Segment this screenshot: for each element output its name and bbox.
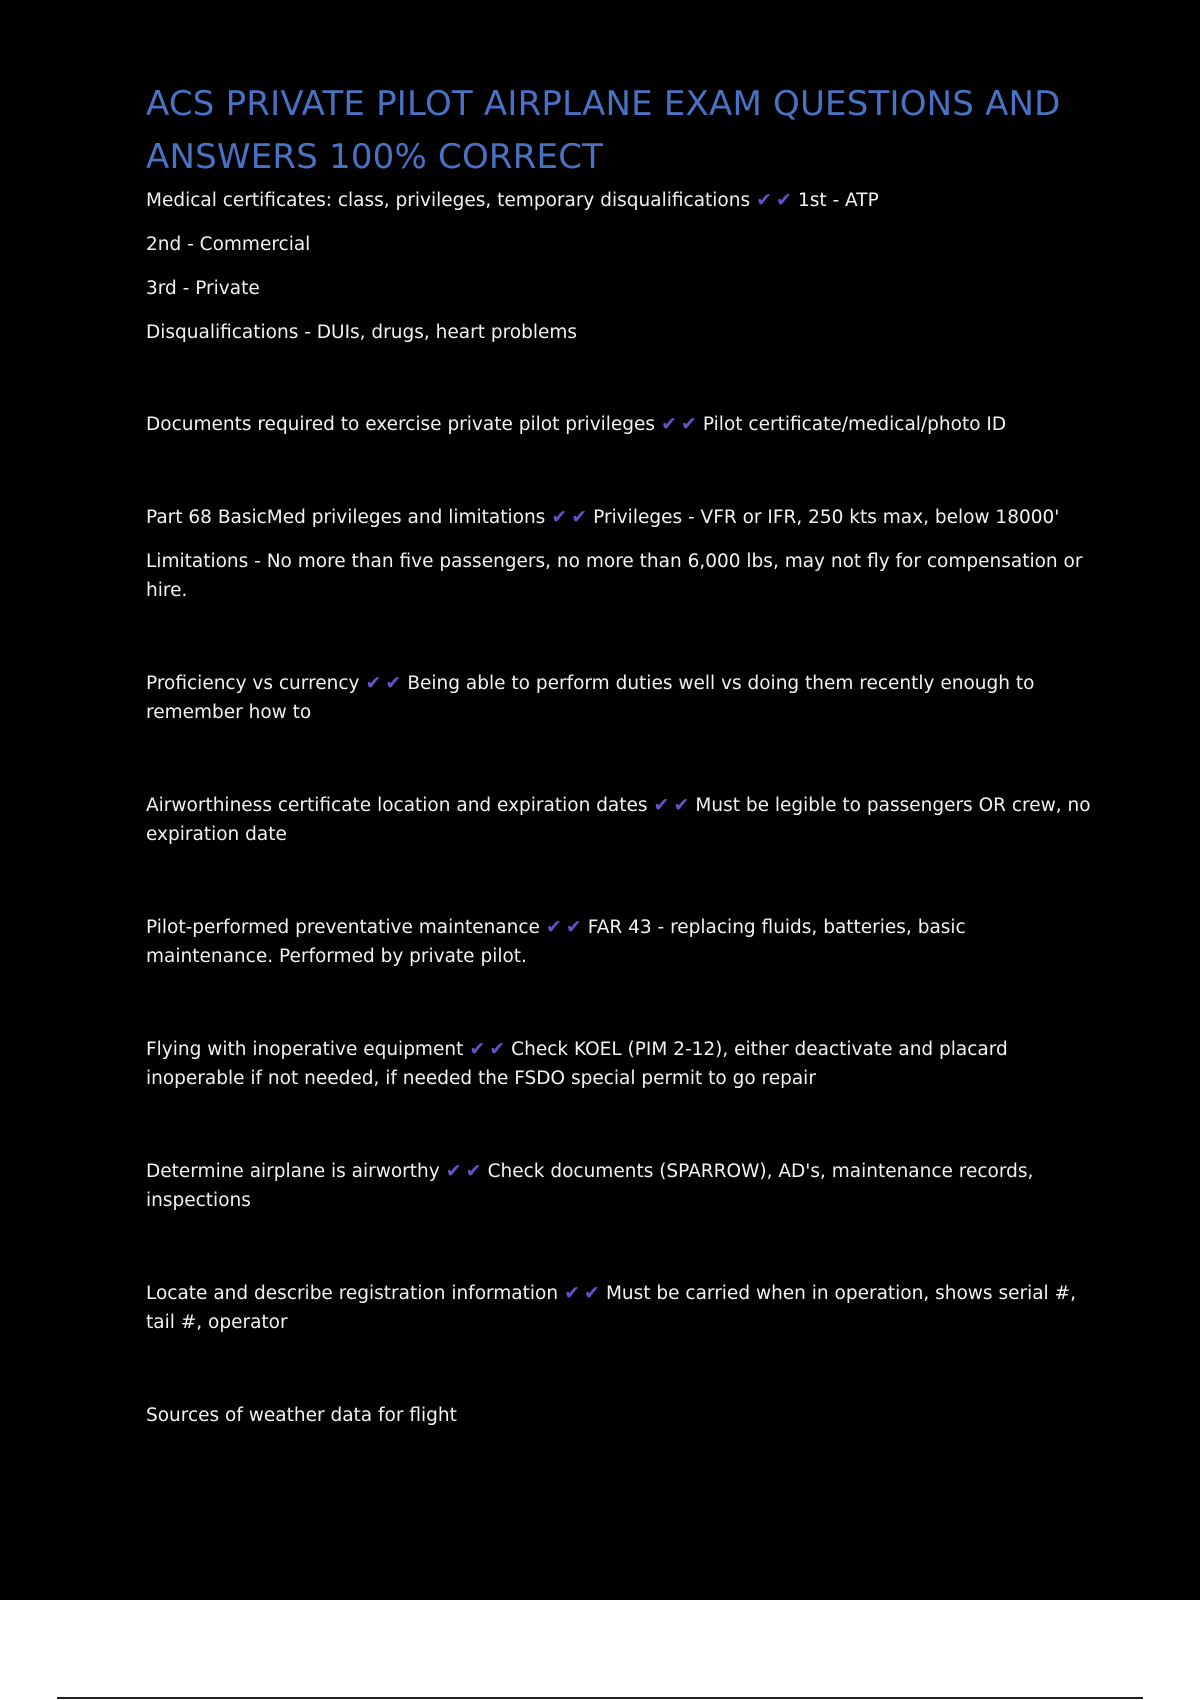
checkmark-icon: ✔ <box>571 506 588 528</box>
checkmark-icon: ✔ <box>584 1282 600 1304</box>
checkmark-icon: ✔ <box>661 413 677 435</box>
checkmark-icon: ✔ <box>776 189 792 211</box>
answer-text: 1st - ATP <box>797 190 879 211</box>
qa-item-basicmed <box>146 503 1096 532</box>
qa-item-inoperative-equipment <box>146 1035 1096 1093</box>
answer-line: 3rd - Private <box>146 278 260 299</box>
answer-line: 2nd - Commercial <box>146 234 311 255</box>
document-title: ACS PRIVATE PILOT AIRPLANE EXAM QUESTIONS AND ANSWERS 100% CORRECT <box>146 84 1061 177</box>
qa-item-proficiency <box>146 669 1096 727</box>
question-text: Airworthiness certificate location and expiration dates <box>146 795 648 816</box>
qa-item-weather-sources <box>146 1401 1096 1430</box>
qa-item-documents <box>146 410 1096 439</box>
answer-text: Must be legible to passengers OR crew, no expiration date <box>146 795 1091 845</box>
checkmark-icon: ✔ <box>489 1038 506 1060</box>
checkmark-icon: ✔ <box>673 794 690 816</box>
answer-text: FAR 43 - replacing fluids, batteries, basic maintenance. Performed by private pilot. <box>146 917 966 967</box>
answer-text: Check documents (SPARROW), AD's, maintenance records, inspections <box>146 1161 1034 1211</box>
document-content <box>146 78 1096 1430</box>
question-text: Part 68 BasicMed privileges and limitations <box>146 507 546 528</box>
question-text: Locate and describe registration information <box>146 1283 559 1304</box>
page-divider <box>57 1697 1143 1699</box>
question-text: Proficiency vs currency <box>146 673 360 694</box>
checkmark-icon: ✔ <box>465 1160 482 1182</box>
answer-line: Disqualifications - DUIs, drugs, heart problems <box>146 322 578 343</box>
qa-item-registration <box>146 1279 1096 1337</box>
question-text: Sources of weather data for flight <box>146 1405 457 1426</box>
checkmark-icon: ✔ <box>385 672 402 694</box>
question-text: Flying with inoperative equipment <box>146 1039 464 1060</box>
question-text: Documents required to exercise private pilot privileges <box>146 414 656 435</box>
checkmark-icon: ✔ <box>653 794 670 816</box>
qa-item-airworthy <box>146 1157 1096 1215</box>
answer-text: Privileges - VFR or IFR, 250 kts max, below 18000' <box>593 507 1060 528</box>
checkmark-icon: ✔ <box>681 413 697 435</box>
checkmark-icon: ✔ <box>365 672 382 694</box>
answer-text: Check KOEL (PIM 2-12), either deactivate and placard inoperable if not needed, if needed the FSDO special permit to go repair <box>146 1039 1008 1089</box>
checkmark-icon: ✔ <box>564 1282 581 1304</box>
qa-item-medical <box>146 186 1096 215</box>
checkmark-icon: ✔ <box>551 506 568 528</box>
checkmark-icon: ✔ <box>756 189 773 211</box>
question-text: Pilot-performed preventative maintenance <box>146 917 540 938</box>
answer-text: Must be carried when in operation, shows serial #, tail #, operator <box>146 1283 1076 1333</box>
checkmark-icon: ✔ <box>565 916 582 938</box>
answer-text: Pilot certificate/medical/photo ID <box>702 414 1007 435</box>
checkmark-icon: ✔ <box>445 1160 462 1182</box>
answer-text: Being able to perform duties well vs doing them recently enough to remember how to <box>146 673 1035 723</box>
question-text: Medical certificates: class, privileges, temporary disqualifications <box>146 190 751 211</box>
qa-item-airworthiness-certificate <box>146 791 1096 849</box>
answer-line: Limitations - No more than five passengers, no more than 6,000 lbs, may not fly for compensation or hire. <box>146 551 1083 601</box>
checkmark-icon: ✔ <box>469 1038 486 1060</box>
checkmark-icon: ✔ <box>545 916 562 938</box>
qa-item-preventative-maintenance <box>146 913 1096 971</box>
question-text: Determine airplane is airworthy <box>146 1161 440 1182</box>
